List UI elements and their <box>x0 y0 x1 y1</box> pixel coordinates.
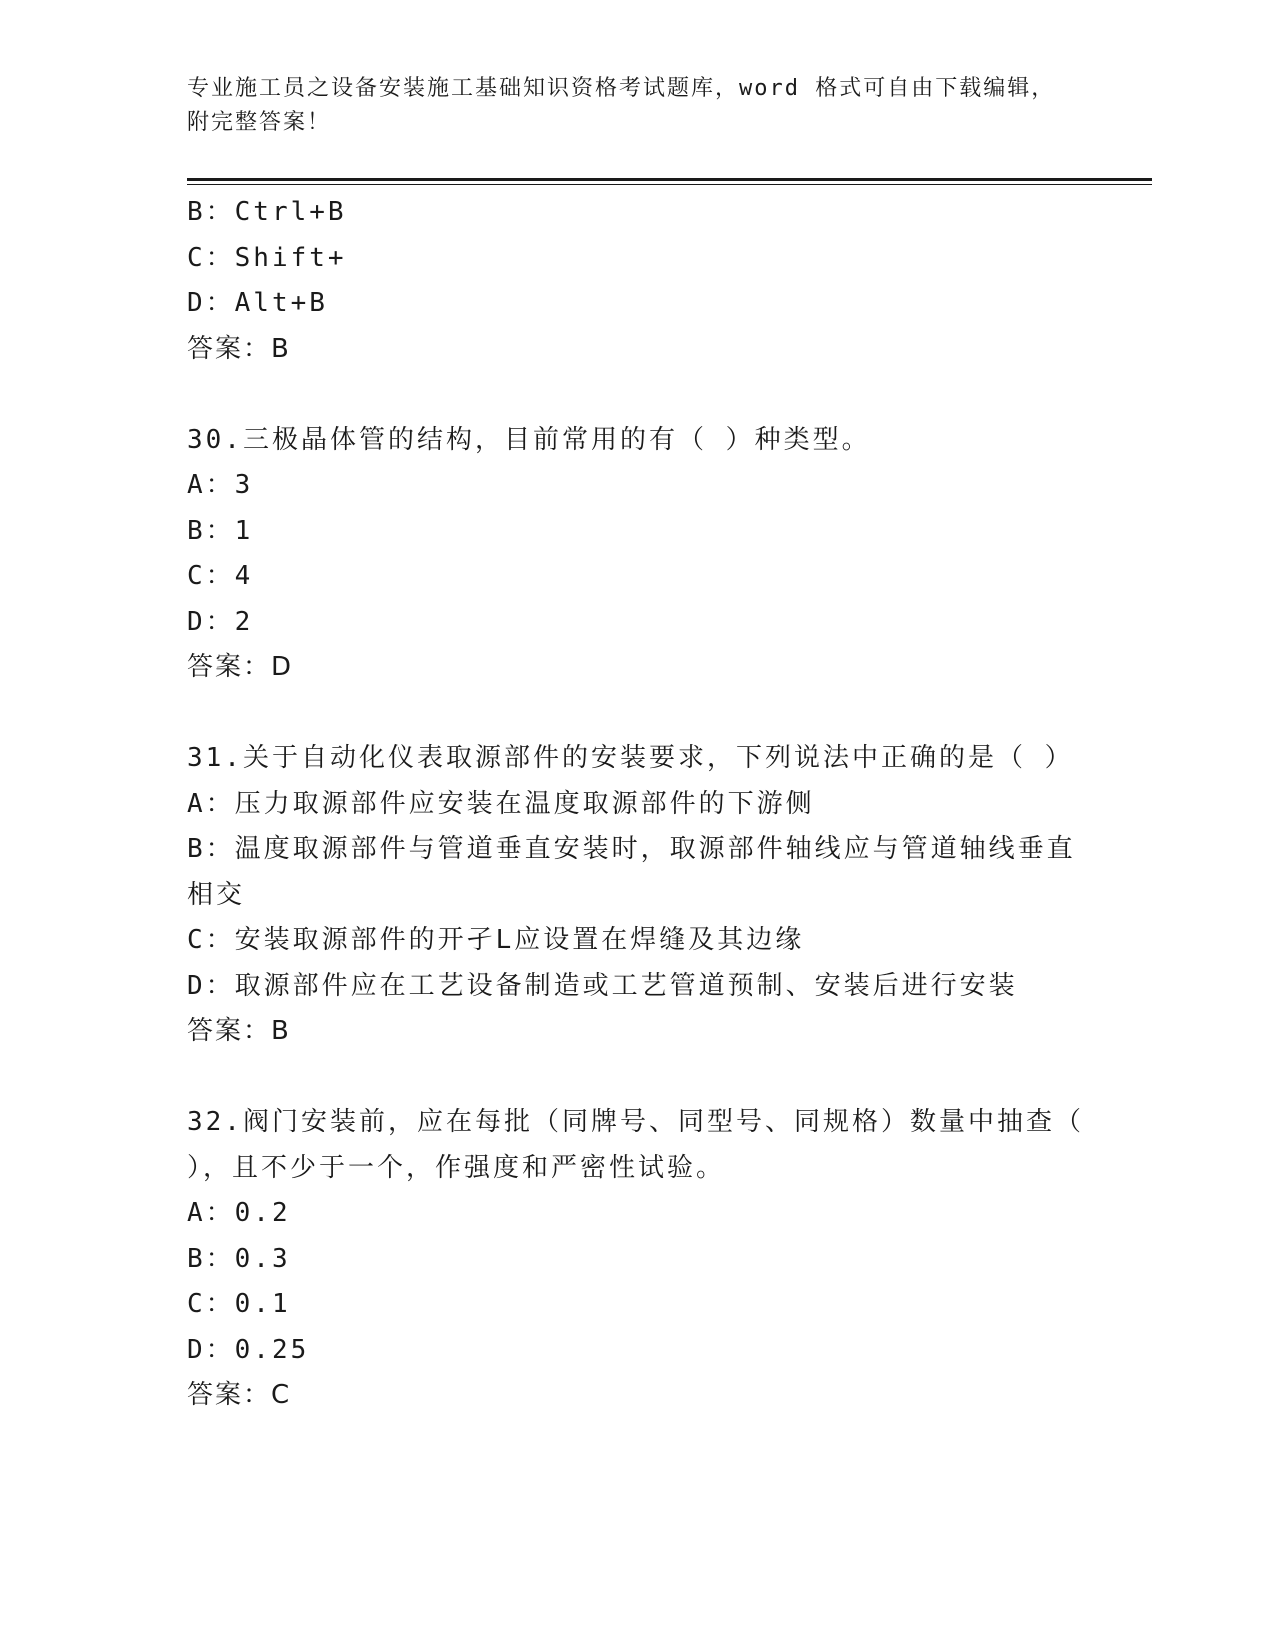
question-block-29 <box>187 190 1087 372</box>
option-c: C：安装取源部件的开孑L应设置在焊缝及其边缘 <box>187 925 805 955</box>
option-d: D：0.25 <box>187 1334 310 1365</box>
option-a: A：3 <box>187 470 254 500</box>
option-d: D：取源部件应在工艺设备制造或工艺管道预制、安装后进行安装 <box>187 970 1018 1001</box>
option-b-line-1: B：温度取源部件与管道垂直安装时，取源部件轴线应与管道轴线垂直 <box>187 834 1076 864</box>
answer: 答案：C <box>187 1380 292 1410</box>
option-a: A：压力取源部件应安装在温度取源部件的下游侧 <box>187 788 815 819</box>
option-b: B：Ctrl+B <box>187 197 347 227</box>
page-header <box>187 72 1087 140</box>
spacer <box>187 1055 1087 1101</box>
header-divider-thin <box>187 184 1152 185</box>
header-divider-thick <box>187 178 1152 181</box>
question-block-32 <box>187 1100 1087 1419</box>
option-c: C：4 <box>187 561 254 591</box>
question-block-30 <box>187 418 1087 691</box>
answer: 答案：D <box>187 652 294 682</box>
answer: 答案：B <box>187 1016 291 1046</box>
option-c: C：Shift+ <box>187 242 347 273</box>
question-block-31 <box>187 736 1087 1055</box>
option-b: B：0.3 <box>187 1243 291 1274</box>
question-text: 30.三极晶体管的结构，目前常用的有（ ）种类型。 <box>187 424 871 455</box>
question-text: 31.关于自动化仪表取源部件的安装要求，下列说法中正确的是（ ） <box>187 743 1074 773</box>
option-c: C：0.1 <box>187 1289 291 1319</box>
option-d: D：Alt+B <box>187 288 328 318</box>
option-b: B：1 <box>187 515 254 546</box>
spacer <box>187 691 1087 737</box>
question-text-line-2: ），且不少于一个，作强度和严密性试验。 <box>187 1152 726 1183</box>
spacer <box>187 372 1087 418</box>
option-b-line-2: 相交 <box>187 879 246 910</box>
option-a: A：0.2 <box>187 1198 291 1228</box>
header-line-2: 附完整答案！ <box>187 110 332 135</box>
question-text-line-1: 32.阀门安装前，应在每批（同牌号、同型号、同规格）数量中抽查（ <box>187 1107 1084 1137</box>
header-line-1: 专业施工员之设备安装施工基础知识资格考试题库，word 格式可自由下载编辑， <box>187 76 1056 101</box>
option-d: D：2 <box>187 606 254 637</box>
question-list <box>187 190 1087 1419</box>
answer: 答案：B <box>187 333 291 364</box>
